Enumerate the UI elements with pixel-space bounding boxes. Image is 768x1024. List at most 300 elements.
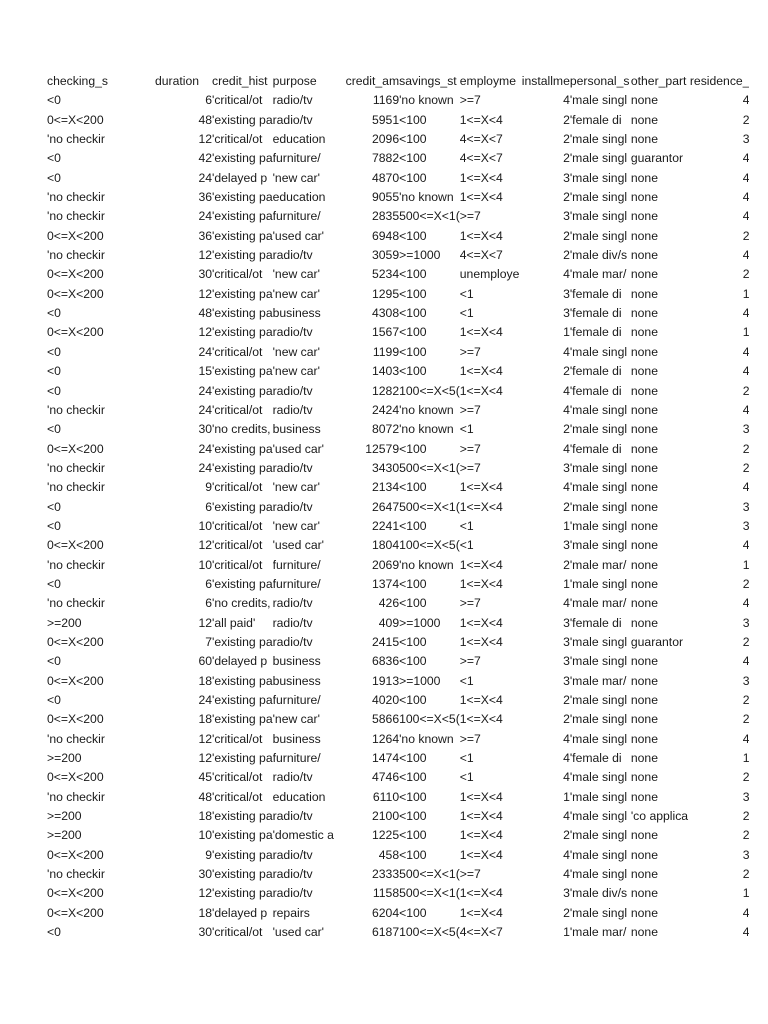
cell-residence-since[interactable]: 2 [742,809,750,824]
cell-residence-since[interactable]: 2 [742,576,750,591]
cell-credit-history[interactable]: 'existing pa [212,886,273,901]
cell-credit-amount[interactable]: 9055 [371,190,400,205]
cell-credit-amount[interactable]: 6187 [371,925,400,940]
cell-residence-since[interactable]: 2 [742,867,750,882]
cell-other-parties[interactable]: none [630,751,658,766]
cell-credit-history[interactable]: 'existing pa [212,209,273,224]
cell-personal-status[interactable]: 'male singl [569,693,628,707]
cell-credit-amount[interactable]: 2134 [371,480,400,495]
cell-other-parties[interactable]: none [630,286,658,301]
cell-installment-commitment[interactable]: 1 [563,925,570,940]
cell-purpose[interactable]: business [272,422,321,437]
cell-personal-status[interactable]: 'female di [569,306,622,321]
cell-residence-since[interactable]: 4 [742,402,750,417]
cell-purpose[interactable]: radio/tv [272,809,313,824]
cell-employment[interactable]: >=7 [459,731,481,746]
cell-other-parties[interactable]: none [630,538,658,553]
cell-credit-amount[interactable]: 1403 [371,364,400,379]
cell-checking-status[interactable]: <0 [47,383,61,398]
cell-installment-commitment[interactable]: 4 [563,344,570,359]
cell-employment[interactable]: >=7 [459,402,481,417]
cell-employment[interactable]: <1 [459,538,474,553]
cell-purpose[interactable]: education [272,789,326,804]
cell-personal-status[interactable]: 'male singl [569,170,628,185]
cell-residence-since[interactable]: 3 [742,673,750,688]
cell-residence-since[interactable]: 1 [742,286,750,301]
cell-employment[interactable]: 1<=X<4 [459,170,503,185]
cell-purpose[interactable]: furniture/ [272,751,321,766]
cell-purpose[interactable]: business [272,731,321,746]
cell-credit-history[interactable]: 'critical/ot [212,518,263,533]
cell-personal-status[interactable]: 'male mar/ [569,267,627,282]
cell-savings-status[interactable]: <100 [399,596,427,611]
cell-checking-status[interactable]: 0<=X<200 [47,886,104,901]
cell-duration[interactable]: 36 [198,228,212,243]
cell-savings-status[interactable]: <100 [399,286,427,301]
cell-personal-status[interactable]: 'female di [569,325,622,340]
cell-credit-history[interactable]: 'existing pa [212,828,273,843]
cell-personal-status[interactable]: 'female di [569,286,622,301]
cell-duration[interactable]: 15 [198,364,212,379]
cell-employment[interactable]: 1<=X<4 [459,634,503,649]
cell-credit-history[interactable]: 'existing pa [212,460,273,475]
cell-checking-status[interactable]: >=200 [47,828,82,843]
cell-savings-status[interactable]: 500<=X<1( [399,886,460,901]
cell-duration[interactable]: 30 [198,925,212,940]
cell-credit-amount[interactable]: 2835 [371,209,400,224]
cell-employment[interactable]: <1 [459,422,474,437]
header-duration[interactable]: duration [155,74,200,88]
cell-credit-amount[interactable]: 1225 [371,828,400,843]
cell-other-parties[interactable]: guarantor [630,151,684,166]
cell-residence-since[interactable]: 4 [742,925,750,940]
cell-residence-since[interactable]: 3 [742,847,750,862]
cell-savings-status[interactable]: <100 [399,518,427,533]
cell-savings-status[interactable]: <100 [399,576,427,591]
cell-checking-status[interactable]: 'no checkir [47,480,105,495]
cell-employment[interactable]: 1<=X<4 [459,886,503,901]
cell-other-parties[interactable]: none [630,112,658,127]
cell-installment-commitment[interactable]: 3 [563,654,570,669]
cell-purpose[interactable]: furniture/ [272,209,321,224]
cell-duration[interactable]: 6 [205,499,212,514]
cell-other-parties[interactable]: none [630,673,658,688]
cell-credit-amount[interactable]: 5234 [371,267,400,282]
cell-personal-status[interactable]: 'male singl [569,209,628,224]
cell-personal-status[interactable]: 'female di [569,364,622,379]
cell-savings-status[interactable]: <100 [399,789,427,804]
cell-duration[interactable]: 24 [198,441,212,456]
cell-credit-history[interactable]: 'existing pa [212,383,273,398]
cell-credit-amount[interactable]: 8072 [371,422,400,437]
header-checking-status[interactable]: checking_s [47,74,108,88]
cell-personal-status[interactable]: 'male mar/ [569,596,627,611]
cell-purpose[interactable]: radio/tv [272,615,313,630]
cell-purpose[interactable]: radio/tv [272,93,313,108]
cell-checking-status[interactable]: <0 [47,925,61,940]
cell-duration[interactable]: 6 [205,93,212,108]
cell-savings-status[interactable]: <100 [399,228,427,243]
cell-residence-since[interactable]: 2 [742,267,750,282]
cell-savings-status[interactable]: <100 [399,751,427,766]
cell-employment[interactable]: 1<=X<4 [459,228,503,243]
cell-other-parties[interactable]: none [630,132,658,147]
cell-credit-amount[interactable]: 4308 [371,306,400,321]
cell-purpose[interactable]: radio/tv [272,634,313,649]
cell-installment-commitment[interactable]: 2 [563,364,570,379]
cell-checking-status[interactable]: <0 [47,518,61,533]
cell-installment-commitment[interactable]: 3 [563,886,570,901]
cell-savings-status[interactable]: 'no known [399,422,454,437]
cell-credit-amount[interactable]: 1158 [372,886,400,901]
cell-checking-status[interactable]: 0<=X<200 [47,267,104,282]
cell-personal-status[interactable]: 'male singl [569,538,628,553]
cell-residence-since[interactable]: 4 [742,306,750,321]
cell-purpose[interactable]: radio/tv [272,325,313,340]
cell-employment[interactable]: 1<=X<4 [459,480,503,495]
cell-purpose[interactable]: radio/tv [272,770,313,785]
cell-checking-status[interactable]: <0 [47,170,61,185]
cell-savings-status[interactable]: >=1000 [399,615,441,630]
cell-residence-since[interactable]: 3 [742,615,750,630]
header-purpose[interactable]: purpose [272,74,317,88]
cell-savings-status[interactable]: <100 [399,344,427,359]
cell-duration[interactable]: 48 [198,306,212,321]
cell-personal-status[interactable]: 'male singl [569,499,628,514]
cell-other-parties[interactable]: none [630,576,658,591]
cell-other-parties[interactable]: none [630,770,658,785]
cell-employment[interactable]: 4<=X<7 [459,132,503,147]
cell-purpose[interactable]: 'new car' [272,170,320,185]
cell-credit-amount[interactable]: 1374 [371,576,400,591]
cell-duration[interactable]: 42 [198,151,212,166]
cell-duration[interactable]: 30 [198,422,212,437]
cell-installment-commitment[interactable]: 1 [563,518,570,533]
cell-other-parties[interactable]: none [630,248,658,263]
cell-duration[interactable]: 18 [198,712,212,727]
cell-employment[interactable]: 4<=X<7 [459,248,503,263]
cell-residence-since[interactable]: 2 [742,441,750,456]
cell-credit-history[interactable]: 'critical/ot [212,789,263,804]
cell-residence-since[interactable]: 2 [742,828,750,843]
header-credit-history[interactable]: credit_hist [212,74,268,88]
cell-credit-history[interactable]: 'critical/ot [212,402,263,417]
cell-installment-commitment[interactable]: 2 [563,151,570,166]
cell-residence-since[interactable]: 2 [742,228,750,243]
cell-credit-amount[interactable]: 6948 [371,228,400,243]
cell-duration[interactable]: 6 [205,576,212,591]
cell-residence-since[interactable]: 2 [742,770,750,785]
cell-duration[interactable]: 48 [198,789,212,804]
cell-credit-history[interactable]: 'critical/ot [212,731,263,746]
cell-checking-status[interactable]: 0<=X<200 [47,441,104,456]
cell-installment-commitment[interactable]: 4 [563,770,570,785]
cell-credit-amount[interactable]: 7882 [371,151,400,166]
cell-credit-history[interactable]: 'existing pa [212,228,273,243]
cell-checking-status[interactable]: 'no checkir [47,596,105,611]
cell-other-parties[interactable]: none [630,789,658,804]
cell-personal-status[interactable]: 'male singl [569,905,628,920]
cell-duration[interactable]: 12 [198,731,212,746]
cell-credit-amount[interactable]: 1282 [371,383,400,398]
cell-residence-since[interactable]: 3 [742,518,750,533]
cell-other-parties[interactable]: none [630,828,658,843]
cell-credit-history[interactable]: 'existing pa [212,441,273,456]
cell-credit-history[interactable]: 'existing pa [212,112,273,127]
cell-employment[interactable]: 1<=X<4 [459,615,503,630]
cell-duration[interactable]: 24 [198,383,212,398]
cell-checking-status[interactable]: 'no checkir [47,867,105,882]
cell-checking-status[interactable]: <0 [47,422,61,437]
cell-duration[interactable]: 12 [198,286,212,301]
cell-savings-status[interactable]: >=1000 [399,673,441,688]
cell-purpose[interactable]: radio/tv [272,499,313,514]
cell-credit-history[interactable]: 'existing pa [212,286,273,301]
cell-personal-status[interactable]: 'male singl [569,634,628,649]
cell-purpose[interactable]: business [272,654,321,669]
cell-employment[interactable]: >=7 [459,344,481,359]
cell-employment[interactable]: <1 [459,751,474,766]
cell-installment-commitment[interactable]: 3 [563,460,570,475]
header-savings-status[interactable]: savings_st [399,74,457,88]
cell-installment-commitment[interactable]: 3 [563,306,570,321]
cell-residence-since[interactable]: 3 [742,422,750,437]
cell-other-parties[interactable]: none [630,209,658,224]
cell-employment[interactable]: 1<=X<4 [459,325,503,340]
cell-employment[interactable]: 1<=X<4 [459,383,503,398]
cell-personal-status[interactable]: 'male singl [569,867,628,882]
cell-installment-commitment[interactable]: 4 [563,867,570,882]
cell-duration[interactable]: 24 [198,344,212,359]
cell-savings-status[interactable]: <100 [399,306,427,321]
cell-credit-amount[interactable]: 4020 [371,693,400,707]
cell-installment-commitment[interactable]: 4 [563,93,570,108]
cell-credit-history[interactable]: 'existing pa [212,306,273,321]
cell-credit-amount[interactable]: 3059 [371,248,400,263]
cell-installment-commitment[interactable]: 4 [563,402,570,417]
cell-residence-since[interactable]: 4 [742,344,750,359]
cell-credit-amount[interactable]: 1264 [371,731,400,746]
cell-credit-amount[interactable]: 1474 [371,751,400,766]
cell-purpose[interactable]: radio/tv [272,248,313,263]
cell-residence-since[interactable]: 4 [742,596,750,611]
cell-personal-status[interactable]: 'male mar/ [569,557,627,572]
cell-savings-status[interactable]: <100 [399,847,427,862]
cell-duration[interactable]: 12 [198,751,212,766]
cell-residence-since[interactable]: 4 [742,364,750,379]
cell-purpose[interactable]: 'new car' [272,518,320,533]
cell-credit-history[interactable]: 'critical/ot [212,93,263,108]
cell-purpose[interactable]: radio/tv [272,886,313,901]
cell-savings-status[interactable]: 'no known [399,402,454,417]
cell-checking-status[interactable]: 'no checkir [47,789,105,804]
cell-personal-status[interactable]: 'male singl [569,151,628,166]
cell-other-parties[interactable]: none [630,228,658,243]
cell-employment[interactable]: unemploye [459,267,520,282]
cell-savings-status[interactable]: <100 [399,634,427,649]
cell-credit-amount[interactable]: 2100 [371,809,400,824]
cell-credit-history[interactable]: 'existing pa [212,673,273,688]
cell-duration[interactable]: 18 [198,673,212,688]
cell-checking-status[interactable]: 'no checkir [47,248,105,263]
cell-employment[interactable]: <1 [459,770,474,785]
cell-duration[interactable]: 48 [198,112,212,127]
cell-checking-status[interactable]: 'no checkir [47,460,105,475]
cell-credit-history[interactable]: 'delayed p [212,905,268,920]
cell-other-parties[interactable]: none [630,557,658,572]
cell-personal-status[interactable]: 'male singl [569,712,628,727]
cell-personal-status[interactable]: 'male singl [569,828,628,843]
cell-employment[interactable]: 1<=X<4 [459,789,503,804]
cell-duration[interactable]: 24 [198,170,212,185]
cell-residence-since[interactable]: 2 [742,712,750,727]
cell-employment[interactable]: 4<=X<7 [459,925,503,940]
cell-installment-commitment[interactable]: 2 [563,248,570,263]
cell-employment[interactable]: <1 [459,286,474,301]
cell-savings-status[interactable]: <100 [399,441,427,456]
cell-other-parties[interactable]: none [630,499,658,514]
cell-other-parties[interactable]: guarantor [630,634,684,649]
cell-personal-status[interactable]: 'male singl [569,460,628,475]
cell-installment-commitment[interactable]: 3 [563,634,570,649]
cell-savings-status[interactable]: <100 [399,132,427,147]
cell-employment[interactable]: 1<=X<4 [459,809,503,824]
cell-personal-status[interactable]: 'male singl [569,190,628,205]
cell-checking-status[interactable]: <0 [47,499,61,514]
cell-personal-status[interactable]: 'male singl [569,518,628,533]
cell-credit-history[interactable]: 'existing pa [212,248,273,263]
cell-checking-status[interactable]: <0 [47,693,61,707]
cell-credit-amount[interactable]: 2241 [371,518,400,533]
cell-residence-since[interactable]: 4 [742,731,750,746]
cell-credit-amount[interactable]: 1913 [371,673,400,688]
header-other-parties[interactable]: other_part [630,74,687,88]
cell-duration[interactable]: 30 [198,867,212,882]
cell-checking-status[interactable]: 0<=X<200 [47,286,104,301]
cell-installment-commitment[interactable]: 4 [563,731,570,746]
cell-installment-commitment[interactable]: 4 [563,596,570,611]
cell-checking-status[interactable]: 0<=X<200 [47,538,104,553]
cell-duration[interactable]: 12 [198,248,212,263]
cell-personal-status[interactable]: 'male div/s [569,248,628,263]
cell-purpose[interactable]: radio/tv [272,112,313,127]
cell-checking-status[interactable]: <0 [47,654,61,669]
cell-residence-since[interactable]: 1 [742,886,750,901]
cell-duration[interactable]: 24 [198,460,212,475]
cell-checking-status[interactable]: >=200 [47,809,82,824]
cell-residence-since[interactable]: 4 [742,151,750,166]
cell-credit-history[interactable]: 'all paid' [212,615,256,630]
cell-employment[interactable]: 1<=X<4 [459,828,503,843]
cell-checking-status[interactable]: 'no checkir [47,557,105,572]
cell-other-parties[interactable]: none [630,867,658,882]
cell-credit-history[interactable]: 'delayed p [212,170,268,185]
cell-installment-commitment[interactable]: 2 [563,557,570,572]
cell-duration[interactable]: 9 [205,847,212,862]
cell-duration[interactable]: 24 [198,402,212,417]
cell-other-parties[interactable]: none [630,693,658,707]
cell-employment[interactable]: <1 [459,306,474,321]
cell-personal-status[interactable]: 'male singl [569,422,628,437]
cell-savings-status[interactable]: <100 [399,770,427,785]
cell-installment-commitment[interactable]: 3 [563,286,570,301]
cell-credit-history[interactable]: 'existing pa [212,364,273,379]
cell-other-parties[interactable]: none [630,480,658,495]
cell-credit-history[interactable]: 'delayed p [212,654,268,669]
cell-personal-status[interactable]: 'female di [569,615,622,630]
cell-savings-status[interactable]: <100 [399,693,427,707]
cell-installment-commitment[interactable]: 4 [563,267,570,282]
cell-employment[interactable]: >=7 [459,460,481,475]
cell-duration[interactable]: 30 [198,267,212,282]
cell-credit-amount[interactable]: 1199 [372,344,400,359]
cell-savings-status[interactable]: 100<=X<5( [399,925,460,940]
cell-credit-history[interactable]: 'critical/ot [212,480,263,495]
cell-credit-amount[interactable]: 5866 [371,712,400,727]
cell-checking-status[interactable]: <0 [47,364,61,379]
cell-checking-status[interactable]: 0<=X<200 [47,712,104,727]
cell-credit-history[interactable]: 'existing pa [212,867,273,882]
cell-checking-status[interactable]: 'no checkir [47,209,105,224]
cell-other-parties[interactable]: none [630,518,658,533]
cell-installment-commitment[interactable]: 4 [563,480,570,495]
cell-employment[interactable]: 1<=X<4 [459,499,503,514]
cell-savings-status[interactable]: 'no known [399,93,454,108]
cell-personal-status[interactable]: 'male singl [569,93,628,108]
cell-purpose[interactable]: furniture/ [272,557,321,572]
cell-checking-status[interactable]: 0<=X<200 [47,325,104,340]
cell-other-parties[interactable]: none [630,441,658,456]
cell-duration[interactable]: 18 [198,809,212,824]
cell-credit-history[interactable]: 'existing pa [212,634,273,649]
cell-personal-status[interactable]: 'male singl [569,809,628,824]
cell-other-parties[interactable]: none [630,306,658,321]
cell-checking-status[interactable]: 0<=X<200 [47,770,104,785]
cell-personal-status[interactable]: 'female di [569,112,622,127]
cell-credit-amount[interactable]: 6110 [372,789,400,804]
cell-residence-since[interactable]: 4 [742,170,750,185]
cell-checking-status[interactable]: 'no checkir [47,402,105,417]
cell-residence-since[interactable]: 1 [742,325,750,340]
cell-residence-since[interactable]: 3 [742,499,750,514]
cell-purpose[interactable]: education [272,132,326,147]
cell-residence-since[interactable]: 4 [742,93,750,108]
cell-credit-history[interactable]: 'critical/ot [212,344,263,359]
cell-installment-commitment[interactable]: 4 [563,847,570,862]
cell-purpose[interactable]: 'used car' [272,538,324,553]
cell-employment[interactable]: >=7 [459,93,481,108]
cell-installment-commitment[interactable]: 1 [563,576,570,591]
cell-credit-history[interactable]: 'existing pa [212,712,273,727]
cell-checking-status[interactable]: 'no checkir [47,190,105,205]
cell-employment[interactable]: 1<=X<4 [459,190,503,205]
cell-savings-status[interactable]: <100 [399,112,427,127]
cell-personal-status[interactable]: 'male mar/ [569,925,627,940]
cell-installment-commitment[interactable]: 3 [563,538,570,553]
cell-other-parties[interactable]: none [630,712,658,727]
header-employment[interactable]: employme [459,74,516,88]
cell-personal-status[interactable]: 'female di [569,383,622,398]
cell-residence-since[interactable]: 1 [742,751,750,766]
cell-installment-commitment[interactable]: 2 [563,190,570,205]
cell-checking-status[interactable]: >=200 [47,615,82,630]
cell-credit-history[interactable]: 'existing pa [212,847,273,862]
cell-personal-status[interactable]: 'female di [569,751,622,766]
cell-installment-commitment[interactable]: 2 [563,499,570,514]
cell-residence-since[interactable]: 4 [742,905,750,920]
cell-duration[interactable]: 36 [198,190,212,205]
cell-checking-status[interactable]: 0<=X<200 [47,112,104,127]
